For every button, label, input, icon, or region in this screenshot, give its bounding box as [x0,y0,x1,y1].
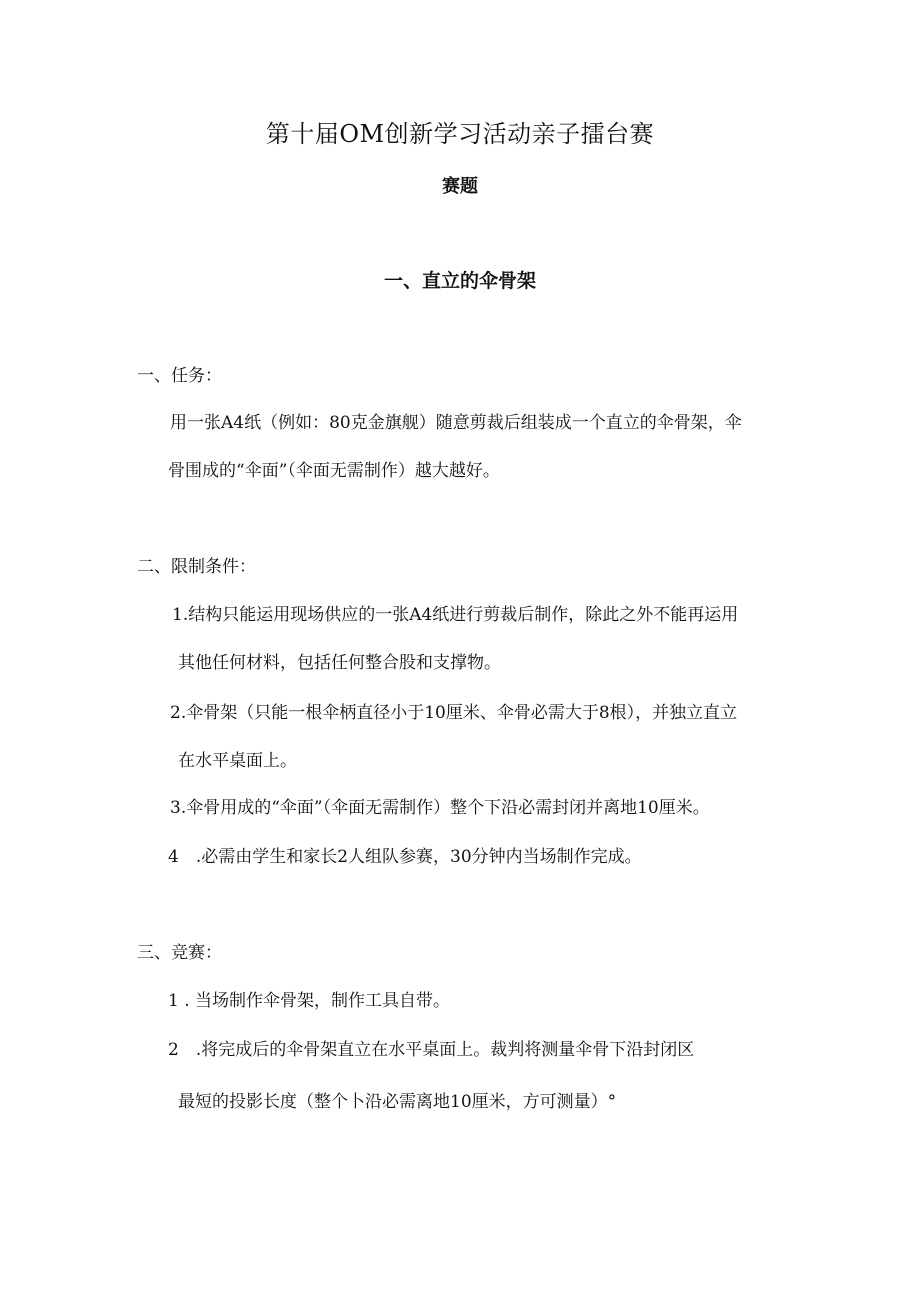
constraint-line-4: 在水平桌面上。 [178,751,297,771]
section-heading-competition: 三、竞赛： [137,943,222,963]
document-subtitle: 赛题 [442,176,478,197]
competition-line-1: 1 . 当场制作伞骨架，制作工具自带。 [168,991,451,1011]
constraint-line-5: 3.伞骨用成的“伞面”（伞面无需制作）整个下沿必需封闭并离地10厘米。 [170,798,710,818]
section-heading-task: 一、任务： [137,366,222,386]
problem-title: 一、直立的伞骨架 [383,270,536,292]
constraint-line-2: 其他任何材料，包括任何整合股和支撑物。 [178,653,501,673]
task-line-2: 骨围成的“伞面”（伞面无需制作）越大越好。 [168,461,500,481]
document-title: 第十届OM创新学习活动亲子擂台赛 [265,120,655,148]
constraint-line-3: 2.伞骨架（只能一根伞柄直径小于10厘米、伞骨必需大于8根），并独立直立 [170,703,738,723]
constraint-line-1: 1.结构只能运用现场供应的一张A4纸进行剪裁后制作，除此之外不能再运用 [172,605,739,625]
competition-line-3: 最短的投影长度（整个卜沿必需离地10厘米，方可测量）° [178,1092,617,1112]
competition-line-2: 2 .将完成后的伞骨架直立在水平桌面上。裁判将测量伞骨下沿封闭区 [168,1040,695,1060]
section-heading-constraints: 二、限制条件： [137,557,256,577]
task-line-1: 用一张A4纸（例如：80克金旗舰）随意剪裁后组装成一个直立的伞骨架，伞 [170,413,742,433]
constraint-line-6: 4 .必需由学生和家长2人组队参赛，30分钟内当场制作完成。 [168,847,642,867]
